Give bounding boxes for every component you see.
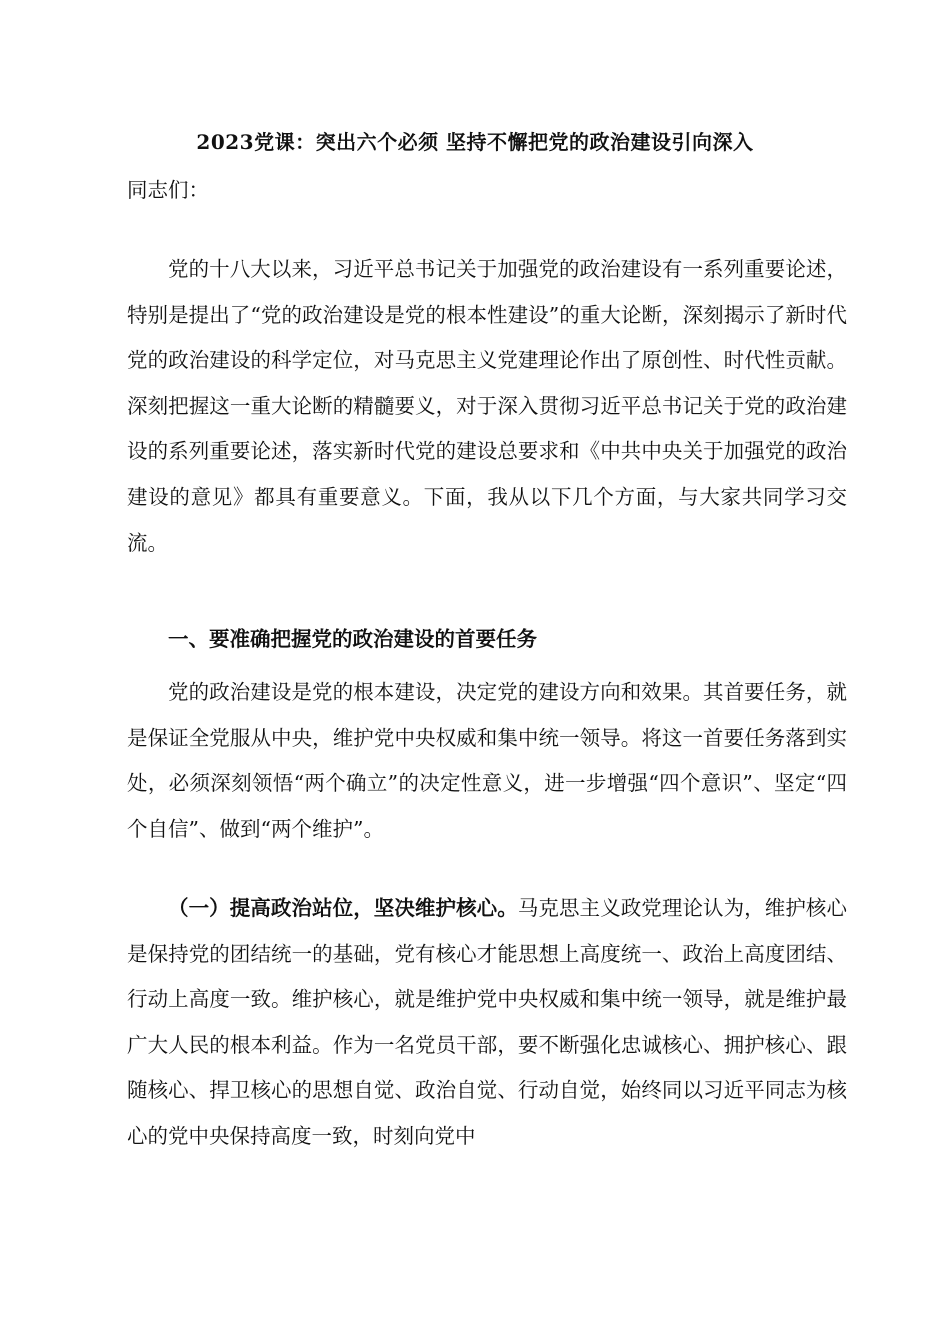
document-title: 2023党课：突出六个必须 坚持不懈把党的政治建设引向深入 (196, 130, 754, 154)
salutation: 同志们： (127, 178, 209, 202)
paragraph-intro: 党的十八大以来，习近平总书记关于加强党的政治建设有一系列重要论述，特别是提出了“党的政治建设是党的根本性建设”的重大论断，深刻揭示了新时代党的政治建设的科学定位，对马克思主义党建理论作出了原创性、时代性贡献。深刻把握这一重大论断的精髓要义，对于深入贯彻习近平总书记关于党的政治建设的系列重要论述，落实新时代党的建设总要求和《中共中央关于加强党的政治建设的意见》都具有重要意义。下面，我从以下几个方面，与大家共同学习交流。 (127, 257, 847, 555)
subsection-body: 马克思主义政党理论认为，维护核心是保持党的团结统一的基础，党有核心才能思想上高度统一、政治上高度团结、行动上高度一致。维护核心，就是维护党中央权威和集中统一领导，就是维护最广大人民的根本利益。作为一名党员干部，要不断强化忠诚核心、拥护核心、跟随核心、捍卫核心的思想自觉、政治自觉、行动自觉，始终同以习近平同志为核心的党中央保持高度一致，时刻向党中 (127, 896, 847, 1148)
subsection-lead: （一）提高政治站位，坚决维护核心。 (168, 896, 518, 920)
paragraph-subsection-1 (127, 886, 847, 1160)
paragraph-section-1: 党的政治建设是党的根本建设，决定党的建设方向和效果。其首要任务，就是保证全党服从中央，维护党中央权威和集中统一领导。将这一首要任务落到实处，必须深刻领悟“两个确立”的决定性意义，进一步增强“四个意识”、坚定“四个自信”、做到“两个维护”。 (127, 680, 847, 841)
section-heading-1: 一、要准确把握党的政治建设的首要任务 (168, 627, 537, 651)
